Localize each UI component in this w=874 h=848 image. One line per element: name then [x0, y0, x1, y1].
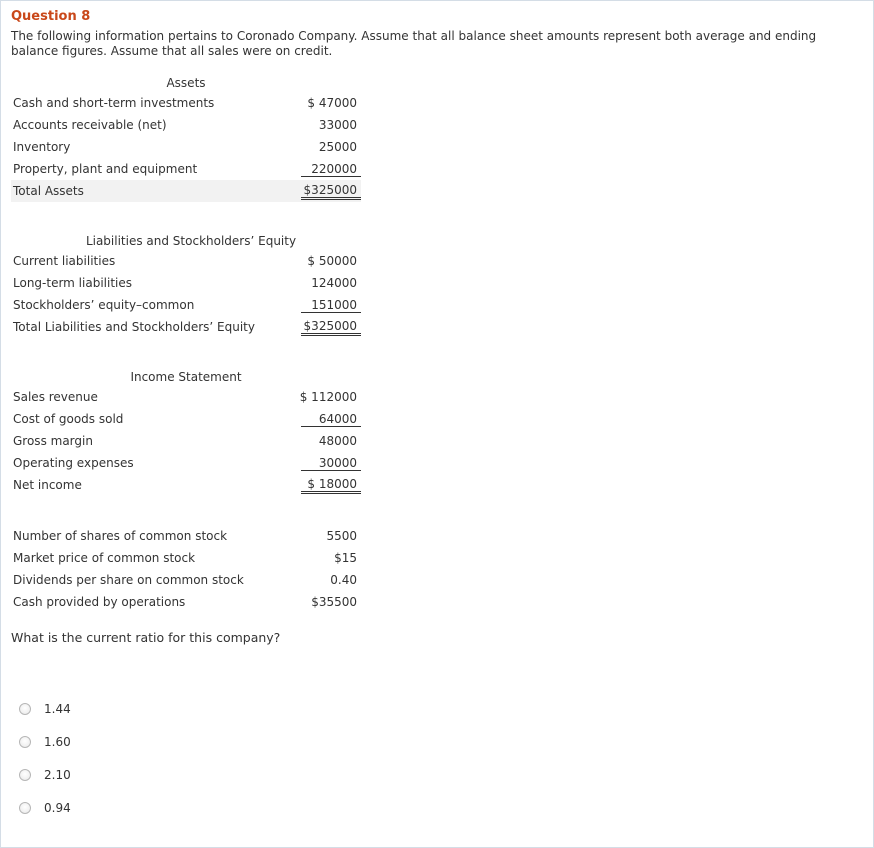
- row-label: Current liabilities: [13, 254, 116, 268]
- radio-button[interactable]: [19, 769, 31, 781]
- row-value: $ 50000: [307, 254, 357, 268]
- row-label: Sales revenue: [13, 390, 98, 404]
- answer-option[interactable]: [19, 758, 71, 791]
- row-value: 48000: [318, 434, 357, 448]
- answer-option[interactable]: [19, 791, 71, 824]
- liabilities-row: [11, 272, 361, 294]
- row-value: 0.40: [330, 573, 357, 587]
- radio-button[interactable]: [19, 802, 31, 814]
- income-row: [11, 452, 361, 474]
- option-label[interactable]: 1.60: [44, 734, 71, 749]
- assets-row: [11, 92, 361, 114]
- row-value: $ 47000: [307, 96, 357, 110]
- row-label: Inventory: [13, 140, 71, 154]
- question-intro: The following information pertains to Coronado Company. Assume that all balance sheet amounts represent both average and ending balance figures. Assume that all sales were on credit.: [11, 29, 817, 58]
- answer-options: [19, 692, 71, 824]
- assets-heading: Assets: [166, 76, 206, 90]
- row-label: Total Assets: [13, 184, 84, 198]
- radio-button[interactable]: [19, 703, 31, 715]
- liabilities-row: [11, 250, 361, 272]
- income-row: [11, 408, 361, 430]
- liabilities-total-row: [11, 316, 361, 338]
- row-label: Operating expenses: [13, 456, 134, 470]
- row-label: Cost of goods sold: [13, 412, 124, 426]
- assets-row: [11, 114, 361, 136]
- answer-option[interactable]: [19, 725, 71, 758]
- row-label: Long-term liabilities: [13, 276, 132, 290]
- other-row: [11, 591, 361, 613]
- assets-row: [11, 136, 361, 158]
- row-value: $15: [334, 551, 357, 565]
- liabilities-section: [11, 232, 361, 338]
- row-value: 30000: [301, 456, 361, 471]
- other-row: [11, 569, 361, 591]
- row-value: 220000: [301, 162, 361, 177]
- row-label: Accounts receivable (net): [13, 118, 167, 132]
- assets-section: [11, 74, 361, 202]
- row-label: Stockholders’ equity–common: [13, 298, 195, 312]
- row-value: 33000: [318, 118, 357, 132]
- row-label: Total Liabilities and Stockholders’ Equity: [13, 320, 255, 334]
- other-row: [11, 547, 361, 569]
- question-prompt: What is the current ratio for this company?: [11, 630, 281, 645]
- row-label: Property, plant and equipment: [13, 162, 198, 176]
- row-value: $35500: [311, 595, 357, 609]
- other-section: [11, 525, 361, 613]
- answer-option[interactable]: [19, 692, 71, 725]
- assets-row: [11, 158, 361, 180]
- income-total-row: [11, 474, 361, 496]
- income-row: [11, 386, 361, 408]
- radio-button[interactable]: [19, 736, 31, 748]
- row-value: 124000: [311, 276, 357, 290]
- option-label[interactable]: 1.44: [44, 701, 71, 716]
- option-label[interactable]: 0.94: [44, 800, 71, 815]
- row-value: $ 18000: [301, 477, 361, 494]
- question-title: Question 8: [11, 9, 91, 24]
- row-label: Cash provided by operations: [13, 595, 186, 609]
- row-label: Cash and short-term investments: [13, 96, 215, 110]
- row-label: Gross margin: [13, 434, 93, 448]
- row-label: Dividends per share on common stock: [13, 573, 244, 587]
- income-section: [11, 368, 361, 496]
- row-label: Net income: [13, 478, 82, 492]
- row-label: Market price of common stock: [13, 551, 196, 565]
- assets-total-row: [11, 180, 361, 202]
- row-value: $325000: [301, 319, 361, 336]
- row-value: 151000: [301, 298, 361, 313]
- row-value: 25000: [318, 140, 357, 154]
- row-label: Number of shares of common stock: [13, 529, 228, 543]
- row-value: $ 112000: [299, 390, 357, 404]
- other-row: [11, 525, 361, 547]
- liabilities-heading: Liabilities and Stockholders’ Equity: [85, 234, 297, 248]
- liabilities-row: [11, 294, 361, 316]
- option-label[interactable]: 2.10: [44, 767, 71, 782]
- row-value: $325000: [301, 183, 361, 200]
- row-value: 5500: [326, 529, 357, 543]
- row-value: 64000: [301, 412, 361, 427]
- income-row: [11, 430, 361, 452]
- income-heading: Income Statement: [130, 370, 242, 384]
